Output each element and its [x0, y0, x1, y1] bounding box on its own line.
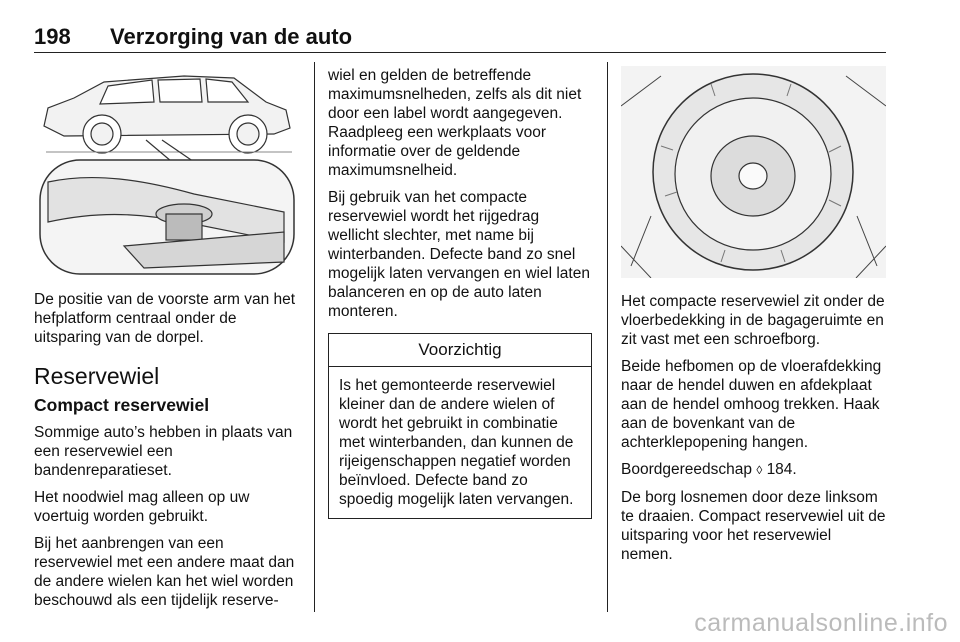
caution-heading: Voorzichtig: [329, 334, 591, 367]
figure-caption: De positie van de voorste arm van het hefplatform centraal onder de uitsparing van de dorpel.: [34, 291, 296, 346]
watermark: carmanualsonline.info: [694, 609, 948, 637]
column-right: [621, 292, 886, 572]
paragraph: wiel en gelden de betreffende maximumsnelheden, zelfs als dit niet door een label wordt aangegeven. Raadpleeg een werkplaats voor informatie over de geldende maximumsnelheid.: [328, 67, 582, 179]
caution-text: Is het gemonteerde reservewiel kleiner dan de andere wielen of wordt het gebruikt in combinatie met winterbanden, dan kunnen de rijeigenschappen negatief worden beïnvloed. Defecte band zo spoedig mogelijk laten vervangen.: [339, 377, 574, 508]
paragraph: De borg losnemen door deze linksom te draaien. Compact reservewiel uit de uitsparing voor het reservewiel nemen.: [621, 489, 886, 563]
paragraph: Het noodwiel mag alleen op uw voertuig worden gebruikt.: [34, 489, 250, 525]
sub-heading: Compact reservewiel: [34, 395, 210, 415]
crossref-arrow-icon: ◊: [756, 463, 763, 477]
crossref-page: 184.: [766, 461, 797, 478]
page-number: 198: [34, 24, 71, 49]
paragraph: Bij het aanbrengen van een reservewiel met een andere maat dan de andere wielen kan het wiel worden beschouwd als een tijdelijk reserve-: [34, 535, 295, 609]
section-heading: Reservewiel: [34, 363, 160, 389]
paragraph: Sommige auto’s hebben in plaats van een reservewiel een bandenreparatieset.: [34, 424, 293, 479]
page-title: Verzorging van de auto: [110, 24, 353, 49]
car-lift-figure: [34, 62, 300, 276]
spare-wheel-figure: [621, 66, 886, 278]
column-middle: [328, 66, 592, 519]
paragraph: Beide hefbomen op de vloerafdekking naar de hendel duwen en afdekplaat aan de hendel omhoog trekken. Haak aan de bovenkant van de achterklepopening hangen.: [621, 358, 882, 451]
caution-box: [328, 333, 592, 519]
column-divider: [314, 62, 315, 612]
paragraph: Het compacte reservewiel zit onder de vloerbedekking in de bagageruimte en zit vast met een schroefborg.: [621, 293, 885, 348]
crossref-label: Boordgereedschap: [621, 461, 752, 478]
column-divider: [607, 62, 608, 612]
paragraph: Bij gebruik van het compacte reservewiel wordt het rijgedrag wellicht slechter, met name bij winterbanden. Defecte band zo snel mogelijk laten vervangen en wiel laten balanceren en op de auto laten monteren.: [328, 189, 590, 320]
page-header: [34, 22, 886, 53]
cross-reference[interactable]: [621, 460, 886, 480]
column-left: [34, 290, 300, 618]
